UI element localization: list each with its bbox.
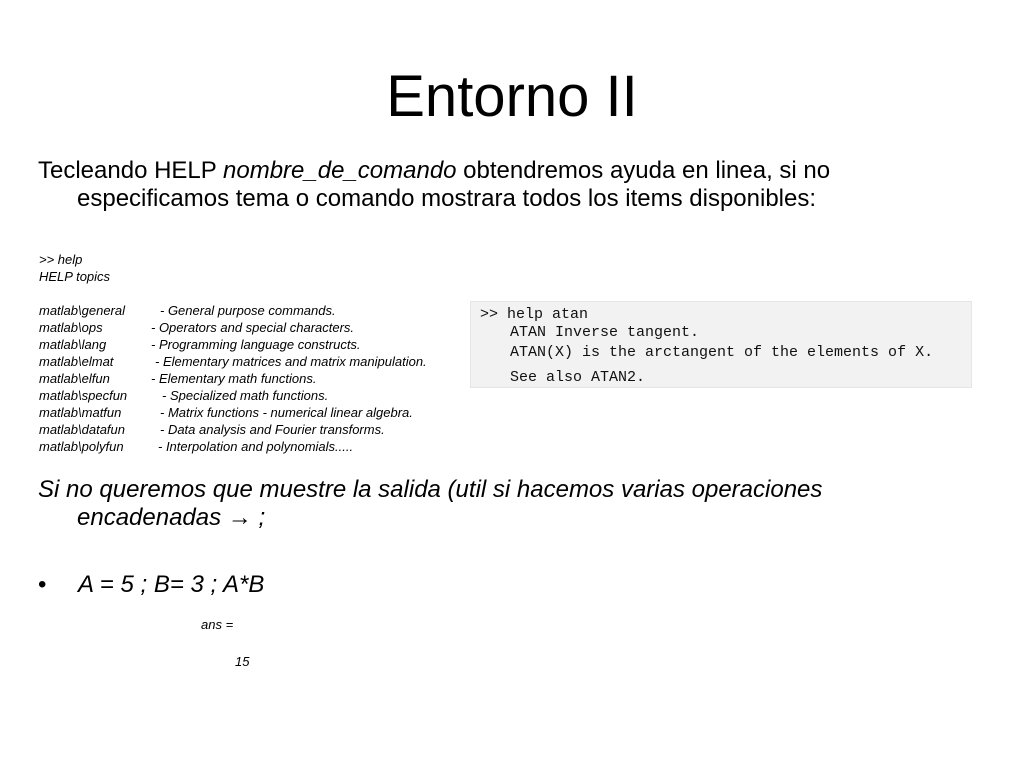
topic-desc: - Programming language constructs. <box>151 337 361 352</box>
slide-title: Entorno II <box>386 64 638 129</box>
topic-path: matlab\elfun <box>39 371 110 386</box>
atan-line-2: ATAN(X) is the arctangent of the elements of X. <box>510 344 934 361</box>
topic-desc: - Interpolation and polynomials..... <box>158 439 354 454</box>
topic-desc: - General purpose commands. <box>160 303 336 318</box>
semicolon-line-2-text: encadenadas <box>77 504 228 531</box>
semicolon-paragraph <box>38 476 998 532</box>
arrow-icon: → <box>227 504 252 531</box>
bullet-text: A = 5 ; B= 3 ; A*B <box>78 571 265 598</box>
topic-path: matlab\datafun <box>39 422 126 437</box>
intro-prefix: Tecleando HELP <box>38 157 224 184</box>
help-topics-header: HELP topics <box>39 269 111 284</box>
topic-desc: - Elementary math functions. <box>151 371 317 386</box>
topic-desc: - Specialized math functions. <box>162 388 329 403</box>
semicolon-line-2 <box>38 504 998 532</box>
topic-path: matlab\general <box>39 303 125 318</box>
intro-command: nombre_de_comando <box>223 157 457 184</box>
result-label: ans = <box>201 617 234 632</box>
bullet-icon: • <box>38 571 47 598</box>
topic-path: matlab\elmat <box>39 354 114 369</box>
topic-desc: - Operators and special characters. <box>151 320 355 335</box>
topic-desc: - Data analysis and Fourier transforms. <box>160 422 385 437</box>
topic-path: matlab\ops <box>39 320 103 335</box>
help-prompt: >> help <box>39 252 83 267</box>
intro-line-2: especificamos tema o comando mostrara todos los items disponibles: <box>77 185 817 212</box>
topic-desc: - Elementary matrices and matrix manipulation. <box>155 354 427 369</box>
topic-path: matlab\specfun <box>39 388 128 403</box>
atan-line-3: See also ATAN2. <box>510 369 646 386</box>
topic-path: matlab\lang <box>39 337 107 352</box>
atan-command: >> help atan <box>480 306 589 323</box>
intro-suffix: obtendremos ayuda en linea, si no <box>456 157 831 184</box>
atan-line-1: ATAN Inverse tangent. <box>510 324 700 341</box>
topic-path: matlab\matfun <box>39 405 122 420</box>
topic-path: matlab\polyfun <box>39 439 124 454</box>
atan-help-screenshot <box>470 301 972 388</box>
result-value: 15 <box>235 654 250 669</box>
semicolon-line-1: Si no queremos que muestre la salida (util si hacemos varias operaciones <box>38 476 823 503</box>
semicolon-line-2-end: ; <box>251 504 266 531</box>
intro-paragraph <box>38 157 998 213</box>
intro-line-1 <box>38 157 998 185</box>
topic-desc: - Matrix functions - numerical linear algebra. <box>160 405 413 420</box>
